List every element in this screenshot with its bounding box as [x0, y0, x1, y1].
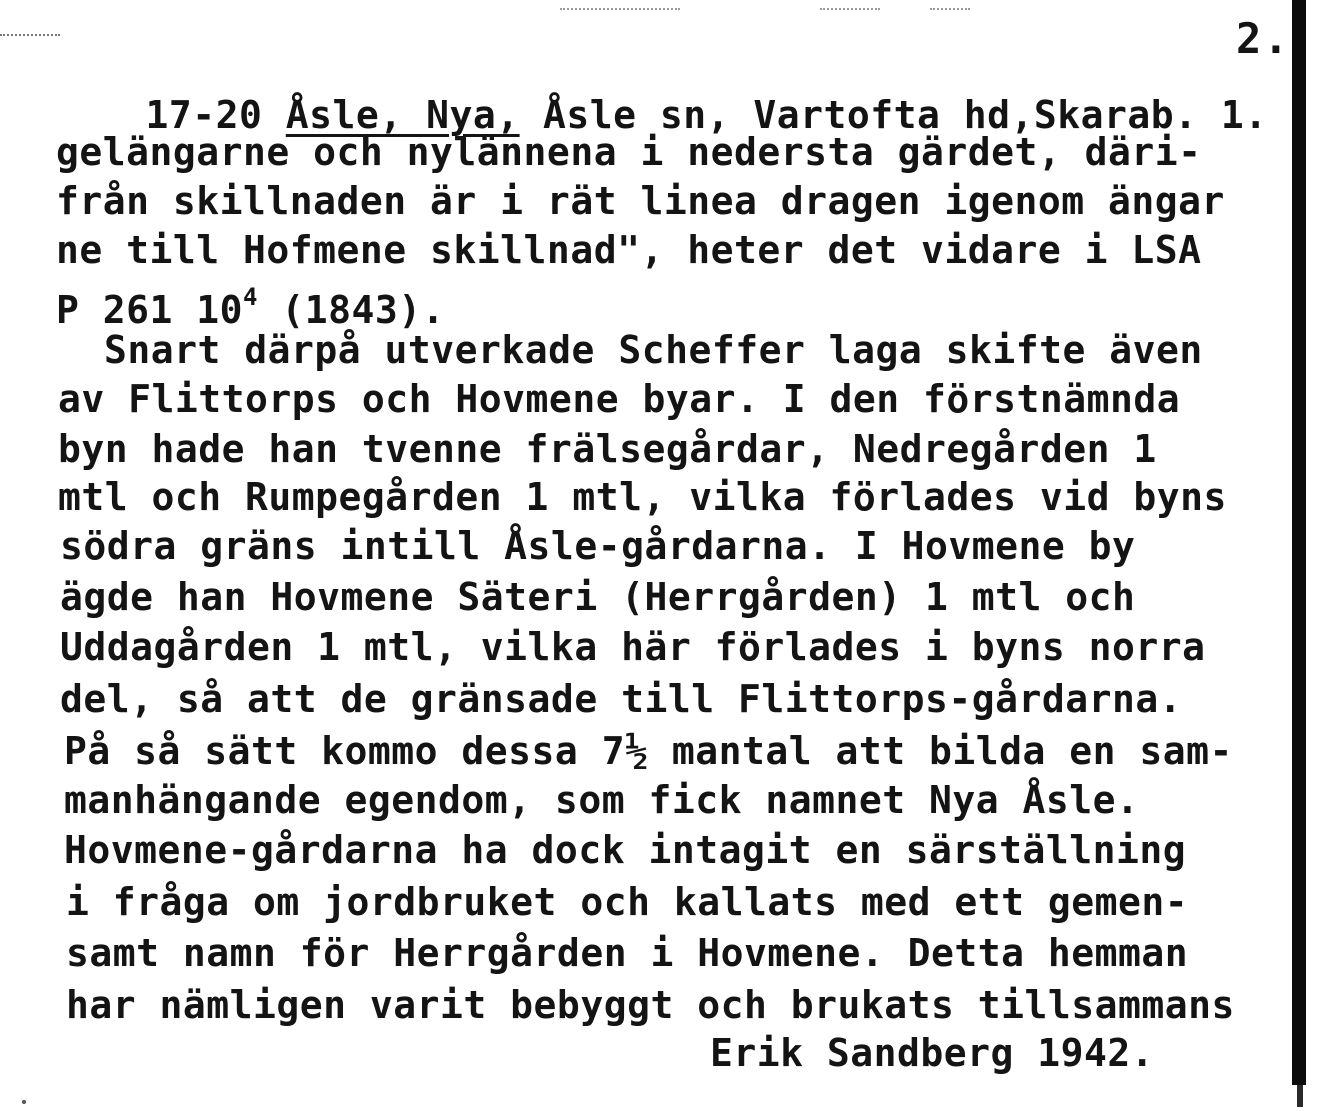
scan-mark	[930, 8, 970, 10]
scan-mark	[820, 8, 880, 10]
scan-mark	[22, 1100, 26, 1104]
text-line: manhängande egendom, som fick namnet Nya Åsle.	[64, 778, 1140, 822]
reference-text: P 261 10	[56, 288, 244, 332]
text-line: gelängarne och nylännena i nedersta gärdet, däri-	[56, 130, 1202, 174]
card-right-border	[1297, 1085, 1303, 1107]
card-right-border	[1292, 0, 1306, 1085]
text-line: samt namn för Herrgården i Hovmene. Detta hemman	[66, 931, 1189, 975]
reference-superscript: 4	[243, 283, 258, 311]
text-line: byn hade han tvenne frälsegårdar, Nedregården 1	[58, 427, 1157, 471]
text-line: från skillnaden är i rät linea dragen igenom ängar	[56, 179, 1225, 223]
signature: Erik Sandberg 1942.	[710, 1031, 1155, 1075]
text-line	[56, 283, 446, 332]
text-line: Hovmene-gårdarna ha dock intagit en särställning	[64, 828, 1187, 872]
text-line: av Flittorps och Hovmene byar. I den förstnämnda	[58, 377, 1181, 421]
text-line: På så sätt kommo dessa 7½ mantal att bilda en sam-	[64, 729, 1233, 773]
text-line: del, så att de gränsade till Flittorps-gårdarna.	[60, 677, 1183, 721]
text-line: Snart därpå utverkade Scheffer laga skifte även	[104, 328, 1203, 372]
heading-number: 17-20	[145, 93, 263, 137]
page-number: 2.	[1236, 14, 1291, 63]
scan-mark	[0, 34, 60, 36]
heading-location: Åsle sn, Vartofta hd,Skarab. 1.	[542, 93, 1268, 137]
reference-year: (1843).	[257, 288, 446, 332]
scan-mark	[560, 8, 680, 10]
heading-title: Åsle, Nya,	[285, 93, 520, 137]
text-line: i fråga om jordbruket och kallats med ett gemen-	[66, 880, 1189, 924]
text-line: södra gräns intill Åsle-gårdarna. I Hovmene by	[60, 524, 1136, 568]
text-line: ne till Hofmene skillnad", heter det vidare i LSA	[56, 228, 1202, 272]
text-line: har nämligen varit bebyggt och brukats tillsammans	[66, 983, 1235, 1027]
text-line: Uddagården 1 mtl, vilka här förlades i byns norra	[60, 625, 1206, 669]
text-line: ägde han Hovmene Säteri (Herrgården) 1 mtl och	[60, 575, 1136, 619]
text-line: mtl och Rumpegården 1 mtl, vilka förlades vid byns	[58, 475, 1227, 519]
